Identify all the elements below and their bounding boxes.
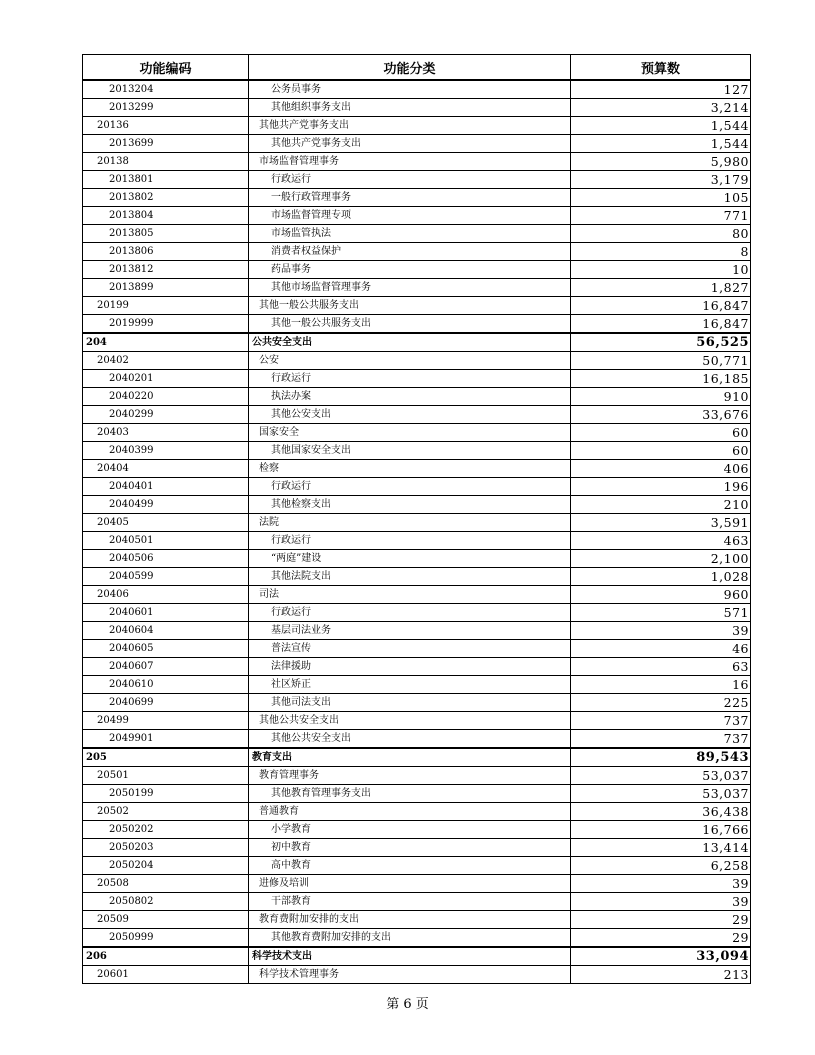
budget-amount-cell: 960 (571, 586, 751, 604)
table-row (83, 153, 751, 171)
budget-amount-cell: 127 (571, 80, 751, 99)
table-row (83, 893, 751, 911)
budget-amount-cell: 39 (571, 875, 751, 893)
function-code-cell: 2040607 (83, 658, 249, 676)
budget-amount-cell: 53,037 (571, 767, 751, 785)
budget-amount-cell: 210 (571, 496, 751, 514)
table-row (83, 99, 751, 117)
budget-amount-cell: 16,185 (571, 370, 751, 388)
table-row (83, 767, 751, 785)
function-category-cell: 其他一般公共服务支出 (249, 297, 571, 315)
table-row (83, 568, 751, 586)
table-body (83, 80, 751, 984)
table-row (83, 424, 751, 442)
function-category-cell: 行政运行 (249, 532, 571, 550)
budget-amount-cell: 737 (571, 730, 751, 749)
function-category-cell: 进修及培训 (249, 875, 571, 893)
table-row (83, 803, 751, 821)
function-code-cell: 2040299 (83, 406, 249, 424)
function-code-cell: 2040401 (83, 478, 249, 496)
table-row (83, 514, 751, 532)
page-number: 第 6 页 (386, 997, 429, 1012)
budget-amount-cell: 213 (571, 966, 751, 984)
budget-amount-cell: 13,414 (571, 839, 751, 857)
budget-amount-cell: 2,100 (571, 550, 751, 568)
function-category-cell: 行政运行 (249, 478, 571, 496)
budget-amount-cell: 1,544 (571, 117, 751, 135)
function-code-cell: 2050202 (83, 821, 249, 839)
function-category-cell: 其他一般公共服务支出 (249, 315, 571, 334)
budget-amount-cell: 16,766 (571, 821, 751, 839)
function-code-cell: 20499 (83, 712, 249, 730)
function-category-cell: 普通教育 (249, 803, 571, 821)
table-row (83, 225, 751, 243)
function-code-cell: 2050999 (83, 929, 249, 948)
table-row (83, 80, 751, 99)
function-code-cell: 204 (83, 333, 249, 352)
budget-amount-cell: 910 (571, 388, 751, 406)
table-row (83, 676, 751, 694)
function-code-cell: 2013802 (83, 189, 249, 207)
function-code-cell: 20601 (83, 966, 249, 984)
budget-amount-cell: 771 (571, 207, 751, 225)
budget-amount-cell: 36,438 (571, 803, 751, 821)
table-row (83, 478, 751, 496)
function-code-cell: 2013204 (83, 80, 249, 99)
table-row (83, 315, 751, 334)
function-category-cell: 公共安全支出 (249, 333, 571, 352)
table-row (83, 694, 751, 712)
function-code-cell: 205 (83, 748, 249, 767)
budget-amount-cell: 105 (571, 189, 751, 207)
budget-amount-cell: 50,771 (571, 352, 751, 370)
function-category-cell: 教育支出 (249, 748, 571, 767)
budget-amount-cell: 29 (571, 911, 751, 929)
function-code-cell: 20199 (83, 297, 249, 315)
budget-amount-cell: 60 (571, 442, 751, 460)
budget-amount-cell: 56,525 (571, 333, 751, 352)
budget-amount-cell: 33,094 (571, 947, 751, 966)
budget-amount-cell: 16,847 (571, 297, 751, 315)
function-code-cell: 20136 (83, 117, 249, 135)
function-code-cell: 20404 (83, 460, 249, 478)
table-row (83, 189, 751, 207)
function-code-cell: 2013699 (83, 135, 249, 153)
function-category-cell: 国家安全 (249, 424, 571, 442)
table-row (83, 966, 751, 984)
table-row (83, 821, 751, 839)
function-code-cell: 2040699 (83, 694, 249, 712)
budget-amount-cell: 29 (571, 929, 751, 948)
function-code-cell: 2040605 (83, 640, 249, 658)
budget-amount-cell: 6,258 (571, 857, 751, 875)
function-code-cell: 20509 (83, 911, 249, 929)
table-row (83, 388, 751, 406)
function-category-cell: 普法宣传 (249, 640, 571, 658)
budget-amount-cell: 10 (571, 261, 751, 279)
budget-amount-cell: 196 (571, 478, 751, 496)
table-row (83, 875, 751, 893)
function-code-cell: 2050802 (83, 893, 249, 911)
function-code-cell: 2050199 (83, 785, 249, 803)
function-code-cell: 20405 (83, 514, 249, 532)
function-category-cell: 初中教育 (249, 839, 571, 857)
function-category-cell: 药品事务 (249, 261, 571, 279)
table-row (83, 406, 751, 424)
function-category-cell: 基层司法业务 (249, 622, 571, 640)
function-category-cell: 其他法院支出 (249, 568, 571, 586)
function-code-cell: 20138 (83, 153, 249, 171)
budget-amount-cell: 3,591 (571, 514, 751, 532)
table-row (83, 297, 751, 315)
function-category-cell: 其他组织事务支出 (249, 99, 571, 117)
function-category-cell: 其他检察支出 (249, 496, 571, 514)
table-row (83, 947, 751, 966)
budget-amount-cell: 1,028 (571, 568, 751, 586)
table-row (83, 532, 751, 550)
function-code-cell: 2013806 (83, 243, 249, 261)
function-code-cell: 2040399 (83, 442, 249, 460)
function-code-cell: 20403 (83, 424, 249, 442)
function-category-cell: 执法办案 (249, 388, 571, 406)
table-row (83, 496, 751, 514)
function-code-cell: 2040220 (83, 388, 249, 406)
table-row (83, 279, 751, 297)
budget-amount-cell: 737 (571, 712, 751, 730)
table-row (83, 171, 751, 189)
function-code-cell: 20406 (83, 586, 249, 604)
function-category-cell: 行政运行 (249, 604, 571, 622)
table-row (83, 857, 751, 875)
budget-amount-cell: 63 (571, 658, 751, 676)
function-code-cell: 2013801 (83, 171, 249, 189)
function-category-cell: 教育管理事务 (249, 767, 571, 785)
function-code-cell: 2013899 (83, 279, 249, 297)
function-code-cell: 2040201 (83, 370, 249, 388)
header-function-code: 功能编码 (83, 55, 249, 81)
table-row (83, 117, 751, 135)
table-row (83, 370, 751, 388)
function-code-cell: 2040501 (83, 532, 249, 550)
function-code-cell: 2050204 (83, 857, 249, 875)
function-code-cell: 20402 (83, 352, 249, 370)
function-category-cell: 其他共产党事务支出 (249, 117, 571, 135)
function-category-cell: 司法 (249, 586, 571, 604)
function-category-cell: 高中教育 (249, 857, 571, 875)
header-budget-amount: 预算数 (571, 55, 751, 81)
table-row (83, 748, 751, 767)
budget-amount-cell: 1,544 (571, 135, 751, 153)
function-category-cell: 一般行政管理事务 (249, 189, 571, 207)
function-category-cell: 其他教育管理事务支出 (249, 785, 571, 803)
header-function-category: 功能分类 (249, 55, 571, 81)
table-row (83, 622, 751, 640)
table-row (83, 442, 751, 460)
budget-amount-cell: 33,676 (571, 406, 751, 424)
function-code-cell: 2040610 (83, 676, 249, 694)
function-code-cell: 206 (83, 947, 249, 966)
function-code-cell: 2040604 (83, 622, 249, 640)
budget-amount-cell: 3,179 (571, 171, 751, 189)
table-row (83, 712, 751, 730)
function-category-cell: 行政运行 (249, 171, 571, 189)
table-row (83, 352, 751, 370)
function-category-cell: 消费者权益保护 (249, 243, 571, 261)
function-code-cell: 20501 (83, 767, 249, 785)
function-code-cell: 20502 (83, 803, 249, 821)
function-category-cell: 其他共产党事务支出 (249, 135, 571, 153)
table-row (83, 929, 751, 948)
table-row (83, 550, 751, 568)
header-row (83, 55, 751, 81)
table-row (83, 207, 751, 225)
function-category-cell: “两庭”建设 (249, 550, 571, 568)
function-category-cell: 其他公共安全支出 (249, 712, 571, 730)
function-code-cell: 2013805 (83, 225, 249, 243)
function-category-cell: 科学技术支出 (249, 947, 571, 966)
table-row (83, 460, 751, 478)
function-category-cell: 其他市场监督管理事务 (249, 279, 571, 297)
budget-amount-cell: 8 (571, 243, 751, 261)
function-category-cell: 其他公共安全支出 (249, 730, 571, 749)
function-code-cell: 2013299 (83, 99, 249, 117)
function-category-cell: 市场监督管理事务 (249, 153, 571, 171)
function-code-cell: 2050203 (83, 839, 249, 857)
function-category-cell: 检察 (249, 460, 571, 478)
budget-amount-cell: 53,037 (571, 785, 751, 803)
function-category-cell: 其他国家安全支出 (249, 442, 571, 460)
function-code-cell: 2040499 (83, 496, 249, 514)
table-row (83, 640, 751, 658)
table-row (83, 604, 751, 622)
function-category-cell: 小学教育 (249, 821, 571, 839)
budget-amount-cell: 406 (571, 460, 751, 478)
budget-amount-cell: 3,214 (571, 99, 751, 117)
function-category-cell: 其他教育费附加安排的支出 (249, 929, 571, 948)
budget-amount-cell: 89,543 (571, 748, 751, 767)
function-code-cell: 2013812 (83, 261, 249, 279)
budget-table (82, 54, 751, 984)
budget-amount-cell: 571 (571, 604, 751, 622)
budget-amount-cell: 60 (571, 424, 751, 442)
function-category-cell: 社区矫正 (249, 676, 571, 694)
table-row (83, 785, 751, 803)
table-row (83, 586, 751, 604)
budget-amount-cell: 16 (571, 676, 751, 694)
table-row (83, 730, 751, 749)
budget-amount-cell: 16,847 (571, 315, 751, 334)
table-row (83, 911, 751, 929)
table-row (83, 839, 751, 857)
function-category-cell: 其他公安支出 (249, 406, 571, 424)
function-category-cell: 公务员事务 (249, 80, 571, 99)
budget-amount-cell: 46 (571, 640, 751, 658)
budget-amount-cell: 225 (571, 694, 751, 712)
table-row (83, 333, 751, 352)
function-category-cell: 市场监督管理专项 (249, 207, 571, 225)
table-row (83, 243, 751, 261)
budget-amount-cell: 463 (571, 532, 751, 550)
table-row (83, 261, 751, 279)
function-code-cell: 2013804 (83, 207, 249, 225)
table-row (83, 135, 751, 153)
budget-amount-cell: 39 (571, 893, 751, 911)
function-category-cell: 行政运行 (249, 370, 571, 388)
function-code-cell: 2049901 (83, 730, 249, 749)
function-category-cell: 教育费附加安排的支出 (249, 911, 571, 929)
function-code-cell: 2040601 (83, 604, 249, 622)
function-category-cell: 市场监管执法 (249, 225, 571, 243)
function-category-cell: 法院 (249, 514, 571, 532)
budget-amount-cell: 80 (571, 225, 751, 243)
function-category-cell: 科学技术管理事务 (249, 966, 571, 984)
budget-amount-cell: 1,827 (571, 279, 751, 297)
function-code-cell: 2040599 (83, 568, 249, 586)
function-category-cell: 公安 (249, 352, 571, 370)
budget-amount-cell: 5,980 (571, 153, 751, 171)
function-code-cell: 2019999 (83, 315, 249, 334)
function-category-cell: 其他司法支出 (249, 694, 571, 712)
function-category-cell: 干部教育 (249, 893, 571, 911)
function-code-cell: 20508 (83, 875, 249, 893)
function-code-cell: 2040506 (83, 550, 249, 568)
budget-amount-cell: 39 (571, 622, 751, 640)
table-row (83, 658, 751, 676)
function-category-cell: 法律援助 (249, 658, 571, 676)
